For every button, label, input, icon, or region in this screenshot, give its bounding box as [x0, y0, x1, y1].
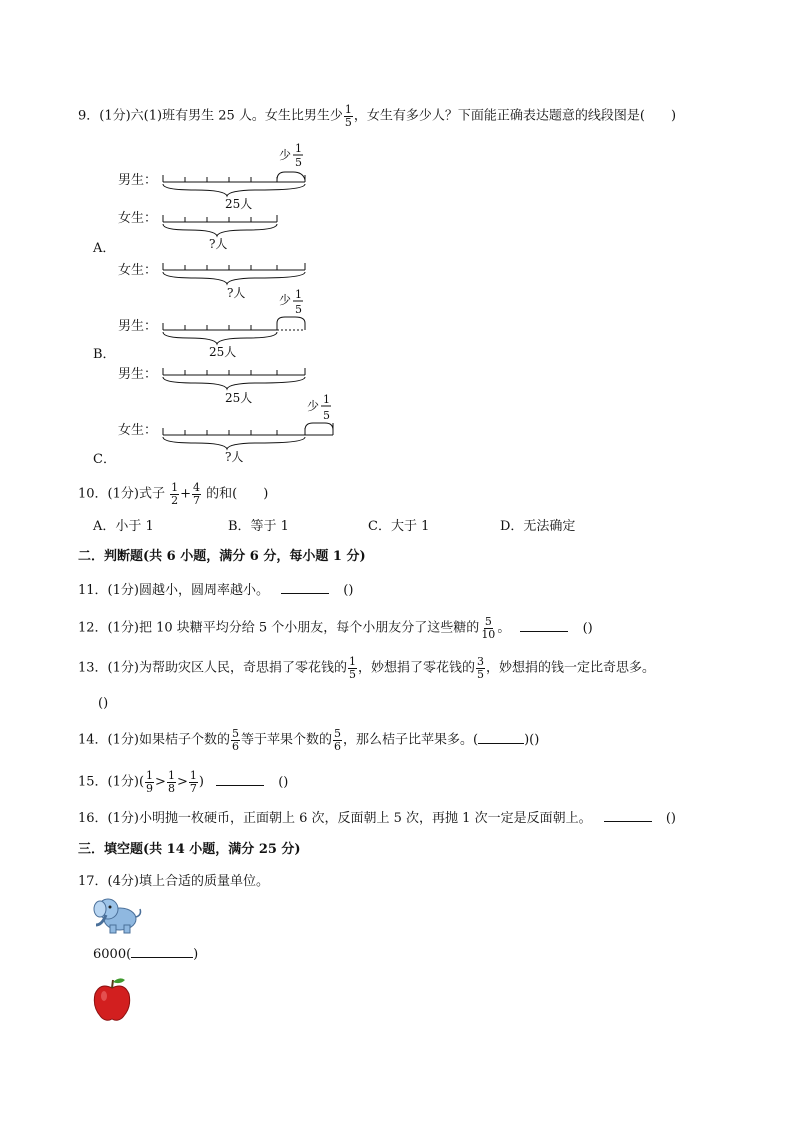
- q14: [78, 728, 539, 752]
- q16: [78, 811, 676, 825]
- frac-numerator: 1: [189, 769, 197, 782]
- optC-frac-d: 5: [323, 409, 330, 422]
- q12-suffix: 。: [497, 620, 511, 636]
- frac-denominator: 8: [167, 781, 175, 795]
- q13-prefix: 13．(1分)为帮助灾区人民，奇思捐了零花钱的: [78, 660, 347, 676]
- q10-option-a[interactable]: A．小于 1: [93, 519, 154, 534]
- apple-icon: [92, 976, 132, 1022]
- optB-boy-label: 男生：: [118, 319, 158, 334]
- q9-stem: [78, 104, 676, 128]
- q14-answer-blank[interactable]: [478, 733, 524, 744]
- q12-prefix: 12．(1分)把 10 块糖平均分给 5 个小朋友，每个小朋友分了这些糖的: [78, 620, 480, 636]
- plus-sign: +: [180, 486, 192, 502]
- optA-frac-n: 1: [295, 142, 302, 155]
- q17-elephant-answer: [93, 947, 198, 961]
- gt-sign: >: [155, 774, 166, 790]
- q13-frac2: [476, 656, 485, 680]
- q15-frac3: [189, 770, 198, 794]
- q14-mid: 等于苹果个数的: [240, 732, 332, 748]
- q14-frac1: [231, 728, 240, 752]
- q9-fraction: [344, 104, 353, 128]
- optA-less: 少: [279, 148, 292, 162]
- elephant-icon: [92, 895, 146, 935]
- q13-paren: (): [98, 696, 109, 711]
- frac-denominator: 6: [231, 739, 239, 753]
- frac-numerator: 1: [348, 655, 356, 668]
- gt-sign: >: [176, 774, 188, 790]
- optC-girl-label: 女生：: [118, 423, 158, 438]
- frac-denominator: 6: [333, 739, 341, 753]
- q9-prefix: 9．(1分)六(1)班有男生 25 人。女生比男生少: [78, 108, 343, 124]
- q14-suffix: ，那么桔子比苹果多。(: [342, 732, 479, 748]
- q15-frac1: [145, 770, 154, 794]
- q15-answer-blank[interactable]: [216, 775, 264, 786]
- q10-prefix: 10．(1分)式子: [78, 486, 165, 502]
- q15: [78, 770, 288, 794]
- frac-denominator: 5: [348, 667, 356, 681]
- optC-boy-label: 男生：: [118, 367, 158, 382]
- optA-girl-label: 女生：: [118, 211, 158, 226]
- optC-girl-total: ?人: [225, 450, 244, 464]
- q15-close: ): [198, 774, 204, 790]
- frac-denominator: 9: [146, 781, 154, 795]
- q10-option-c[interactable]: C．大于 1: [368, 519, 430, 534]
- frac-numerator: 1: [344, 103, 352, 116]
- elephant-value: 6000: [93, 947, 127, 962]
- frac-denominator: 7: [189, 781, 197, 795]
- frac-numerator: 5: [231, 727, 239, 740]
- q16-answer-blank[interactable]: [604, 811, 652, 822]
- frac-numerator: 5: [333, 727, 341, 740]
- q9-suffix: ，女生有多少人？下面能正确表达题意的线段图是( ): [353, 108, 677, 124]
- q15-prefix: 15．(1分)(: [78, 774, 145, 790]
- optC-less: 少: [307, 399, 320, 413]
- q17-elephant-blank[interactable]: [131, 947, 193, 958]
- q10-frac2: [192, 482, 201, 506]
- frac-numerator: 3: [476, 655, 484, 668]
- q11: [78, 583, 353, 597]
- frac-denominator: 2: [171, 493, 179, 507]
- optA-frac-d: 5: [295, 156, 302, 169]
- q16-paren: (): [665, 811, 677, 826]
- q11-paren: (): [343, 583, 354, 598]
- q12: [78, 616, 593, 640]
- q16-text: 16．(1分)小明抛一枚硬币，正面朝上 6 次，反面朝上 5 次，再抛 1 次一定是反面朝上。: [78, 811, 592, 826]
- frac-numerator: 1: [171, 481, 179, 494]
- option-c-label[interactable]: C．: [93, 452, 116, 467]
- q10-stem: [78, 482, 268, 506]
- optA-boy-total: 25人: [225, 197, 253, 211]
- frac-numerator: 4: [193, 481, 201, 494]
- optB-girl-label: 女生：: [118, 263, 158, 278]
- q14-prefix: 14．(1分)如果桔子个数的: [78, 732, 230, 748]
- q10-suffix: 的和( ): [206, 486, 269, 502]
- optB-frac-d: 5: [295, 303, 302, 316]
- q14-close: ): [524, 732, 530, 748]
- section-2-heading: 二．判断题(共 6 小题，满分 6 分，每小题 1 分): [78, 549, 366, 564]
- q11-answer-blank[interactable]: [281, 583, 329, 594]
- q13: [78, 656, 655, 680]
- q13-mid: ，妙想捐了零花钱的: [357, 660, 475, 676]
- q14-frac2: [333, 728, 342, 752]
- frac-numerator: 1: [146, 769, 154, 782]
- option-c-diagram[interactable]: [155, 360, 355, 470]
- optB-girl-total: ?人: [227, 286, 246, 300]
- open-paren: (: [126, 947, 132, 962]
- frac-denominator: 10: [481, 627, 496, 641]
- section-3-heading: 三．填空题(共 14 小题，满分 25 分): [78, 842, 301, 857]
- q15-paren: (): [278, 774, 289, 790]
- optA-boy-label: 男生：: [118, 173, 158, 188]
- close-paren: ): [193, 947, 199, 962]
- q10-option-d[interactable]: D．无法确定: [500, 519, 576, 534]
- optB-boy-total: 25人: [209, 345, 237, 359]
- optB-less: 少: [279, 293, 292, 307]
- q13-frac1: [348, 656, 357, 680]
- q11-text: 11．(1分)圆越小，圆周率越小。: [78, 583, 269, 598]
- q12-frac: [480, 616, 496, 640]
- frac-denominator: 5: [344, 115, 352, 129]
- frac-numerator: 5: [484, 615, 492, 628]
- option-a-diagram[interactable]: [155, 142, 355, 252]
- q14-paren: (): [529, 732, 540, 748]
- frac-denominator: 7: [193, 493, 201, 507]
- optB-frac-n: 1: [295, 288, 302, 301]
- option-b-diagram[interactable]: [155, 255, 355, 363]
- optC-boy-total: 25人: [225, 391, 253, 405]
- q10-option-b[interactable]: B．等于 1: [228, 519, 289, 534]
- frac-denominator: 5: [476, 667, 484, 681]
- option-b-label[interactable]: B．: [93, 347, 116, 362]
- frac-numerator: 1: [167, 769, 175, 782]
- option-a-label[interactable]: A．: [93, 241, 116, 256]
- q10-frac1: [170, 482, 179, 506]
- q15-frac2: [167, 770, 176, 794]
- q13-suffix: ，妙想捐的钱一定比奇思多。: [485, 660, 655, 676]
- q17-text: 17．(4分)填上合适的质量单位。: [78, 874, 269, 889]
- optA-girl-total: ?人: [209, 237, 228, 251]
- q12-answer-blank[interactable]: [520, 621, 568, 632]
- optC-frac-n: 1: [323, 393, 330, 406]
- q12-paren: (): [582, 620, 593, 636]
